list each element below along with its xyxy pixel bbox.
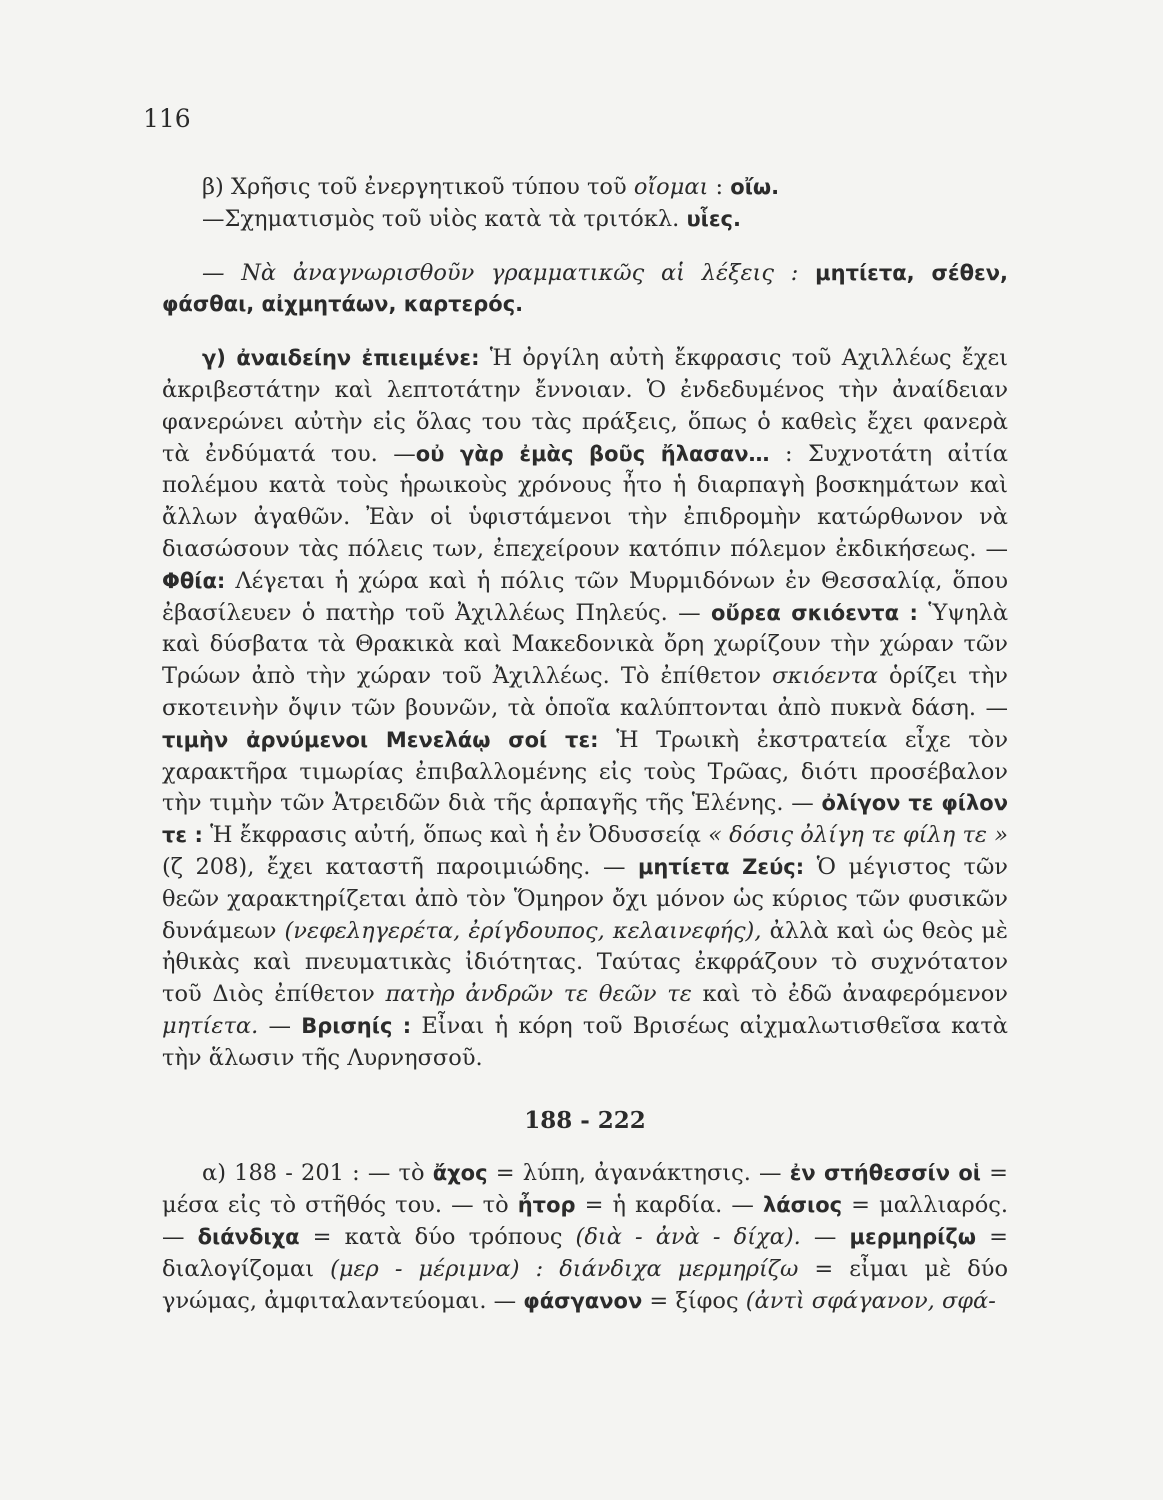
paragraph-exercise [162,258,1008,322]
lemma: ἄχος [432,1161,488,1186]
lemma: ὀλίγον τε φίλον τε : [162,791,1009,848]
text-run: ὁρίζει τὴν σκοτεινὴν ὄψιν τῶν βουνῶν, τὰ ὁποῖα καλύπτονται ἀπὸ πυκνὰ δάση. — [162,663,1008,721]
italic-run: μητίετα. [162,1012,259,1039]
text-run: (ζ 208), ἔχει καταστῆ παροιμιώδης. — [162,853,638,880]
italic-run: οἴομαι [633,174,709,200]
paragraph-formation [162,204,1008,236]
lemma: γ) ἀναιδείην ἐπιειμένε: [202,346,480,371]
spacer [162,236,1008,258]
text-run: = διαλογίζομαι [162,1223,1008,1282]
text-run: = μαλλιαρός. — [162,1192,1008,1250]
text-run: β) Χρῆσις τοῦ ἐνεργητικοῦ τύπου τοῦ [202,174,634,200]
text-run: = μέσα εἰς τὸ στῆθός του. — τὸ [162,1160,1008,1219]
text-run: = εἶμαι μὲ δύο γνώμας, ἀμφιταλαντεύομαι. — [162,1255,1008,1314]
italic-run: (ἀντὶ σφάγανον, σφά- [745,1287,996,1314]
text-run: α) 188 - 201 : — τὸ [202,1160,433,1187]
text-run: —Σχηματισμὸς τοῦ υἱὸς κατὰ τὰ τριτόκλ. [202,205,687,232]
italic-run: (μερ - μέριμνα) : διάνδιχα μερμηρίζω [330,1255,799,1282]
spacer [162,1136,1008,1158]
text-run: = ἡ καρδία. — [575,1192,763,1219]
lemma: οὐ γὰρ ἐμὰς βοῦς ἤλασαν… [415,441,770,466]
page-text [162,172,1008,1317]
section-heading: 188 - 222 [524,1106,646,1134]
lemma: λάσιος [762,1193,843,1218]
paragraph-beta [162,172,1008,204]
italic-run: — Νὰ ἀναγνωρισθοῦν γραμματικῶς αἱ λέξεις : [202,259,799,286]
text-run: — [800,1223,850,1250]
italic-run: « δόσις ὀλίγη τε φίλη τε » [708,822,1008,849]
spacer [162,1075,1008,1105]
text-run: = λύπη, ἀγανάκτησις. — [487,1160,790,1187]
lemma: υἷες. [686,206,741,231]
text-run: : [708,174,731,200]
italic-run: πατὴρ ἀνδρῶν τε θεῶν τε [385,981,692,1008]
spacer [162,321,1008,343]
text-run: Ἡ Τρωικὴ ἐκστρατεία εἶχε τὸν χαρακτῆρα τιμωρίας ἐπιβαλλομένης εἰς τοὺς Τρῶας, διότι προσέβαλον τὴν τιμὴν τῶν Ἀτρειδῶν διὰ τῆς ἁρπαγῆς τῆς Ἑλένης. — [162,726,1008,817]
italic-run: (διὰ - ἀνὰ - δίχα). [575,1223,801,1250]
lemma: οὔρεα σκιόεντα : [711,600,918,625]
lemma: ἐν στήθεσσίν οἱ [789,1161,981,1186]
text-run: ἀλλὰ καὶ ὡς θεὸς μὲ ἠθικὰς καὶ πνευματικὰς ἰδιότητας. Ταύτας ἐκφράζουν τὸ συχνότατον τοῦ Διὸς ἐπίθετον [162,917,1008,1008]
lemma: μερμηρίζω [849,1224,976,1249]
text-run: Ἡ ἔκφρασις αὐτή, ὅπως καὶ ἡ ἐν Ὀδυσσείᾳ [202,822,709,849]
italic-run: (νεφεληγερέτα, ἐρίγδουπος, κελαινεφής), [284,917,762,944]
lemma: τιμὴν ἀρνύμενοι Μενελάῳ σοί τε: [162,727,599,752]
text-run: = κατὰ δύο τρόπους [299,1223,576,1250]
text-run: Λέγεται ἡ χώρα καὶ ἡ πόλις τῶν Μυρμιδόνων ἐν Θεσσαλίᾳ, ὅπου ἐβασίλευεν ὁ πατὴρ τοῦ Ἀχιλλέως Πηλεύς. — [162,567,1008,626]
italic-run: σκιόεντα [772,663,878,690]
lemma: Φθία: [162,568,226,593]
lemma: Βρισηίς : [301,1013,412,1038]
text-run: — [258,1012,302,1039]
paragraph-gamma [162,343,1008,1074]
text-run: Εἶναι ἡ κόρη τοῦ Βρισέως αἰχμαλωτισθεῖσα κατὰ τὴν ἅλωσιν τῆς Λυρνησσοῦ. [162,1012,1008,1071]
lemma: φάσγανον [523,1288,643,1313]
text-run: = ξίφος [642,1287,746,1314]
page-number: 116 [143,104,191,133]
text-run: καὶ τὸ ἐδῶ ἀναφερόμενον [691,981,1008,1008]
lemma: ἦτορ [517,1193,576,1218]
paragraph-alpha [162,1158,1008,1317]
text-run: Ὁ μέγιστος τῶν θεῶν χαρακτηρίζεται ἀπὸ τὸν Ὅμηρον ὄχι μόνον ὡς κύριος τῶν φυσικῶν δυνάμεων [162,853,1008,944]
text-run: : Συχνοτάτη αἰτία πολέμου κατὰ τοὺς ἡρωικοὺς χρόνους ἦτο ἡ διαρπαγὴ βοσκημάτων καὶ ἄλλων ἀγαθῶν. Ἐὰν οἱ ὑφιστάμενοι τὴν ἐπιδρομὴν κατώρθωνον νὰ διασώσουν τὰς πόλεις των, ἐπεχείρουν κατόπιν πόλεμον ἐκδικήσεως. — [162,440,1008,562]
lemma: διάνδιχα [197,1224,300,1249]
lemma: μητίετα Ζεύς: [637,854,805,879]
lemma: οἴω. [730,175,780,199]
text-run: Ἡ ὀργίλη αὐτὴ ἔκφρασις τοῦ Αχιλλέως ἔχει ἀκριβεστάτην καὶ λεπτοτάτην ἔννοιαν. Ὁ ἐνδεδυμένος τὴν ἀναίδειαν φανερώνει αὐτὴν εἰς ὅλας του τὰς πράξεις, ὅπως ὁ καθεὶς ἔχει φανερὰ τὰ ἐνδύματά του. — [162,345,1008,467]
lemma: μητίετα, σέθεν, φάσθαι, αἰχμητάων, καρτερός. [162,260,1008,317]
text-run: Ὑψηλὰ καὶ δύσβατα τὰ Θρακικὰ καὶ Μακεδονικὰ ὄρη χωρίζουν τὴν χώραν τῶν Τρώων ἀπὸ τὴν χώραν τοῦ Ἀχιλλέως. Τὸ ἐπίθετον [162,599,1009,690]
